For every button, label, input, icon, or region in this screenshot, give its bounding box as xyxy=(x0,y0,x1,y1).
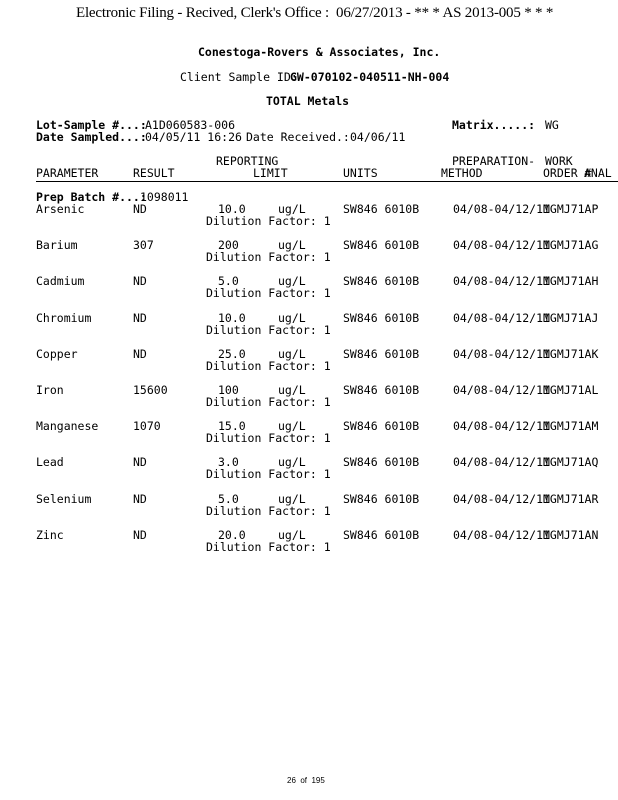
row-result: 15600 xyxy=(133,383,168,397)
row-work-order: MGMJ71AJ xyxy=(543,310,599,325)
row-parameter: Cadmium xyxy=(36,274,85,289)
row-prep-dates: 04/08-04/12/11 xyxy=(453,455,550,470)
row-units: ug/L xyxy=(278,310,306,325)
row-limit: 3.0 xyxy=(218,455,239,470)
col-units: UNITS xyxy=(343,166,378,180)
company-name: Conestoga-Rovers & Associates, Inc. xyxy=(198,45,441,59)
row-dilution-factor: Dilution Factor: 1 xyxy=(206,358,331,373)
row-result: ND xyxy=(133,202,147,216)
row-limit: 15.0 xyxy=(218,419,246,434)
lot-sample-label: Lot-Sample #...: xyxy=(36,118,147,132)
row-parameter: Selenium xyxy=(36,491,92,506)
row-parameter: Manganese xyxy=(36,419,99,434)
row-prep-dates: 04/08-04/12/11 xyxy=(453,202,550,216)
row-units: ug/L xyxy=(278,202,306,216)
row-units: ug/L xyxy=(278,527,306,542)
row-units: ug/L xyxy=(278,419,306,434)
date-sampled-value: 04/05/11 16:26 xyxy=(145,130,242,144)
report-title: TOTAL Metals xyxy=(266,94,350,108)
row-dilution-factor: Dilution Factor: 1 xyxy=(206,286,331,301)
matrix-value: WG xyxy=(545,118,559,132)
row-result: ND xyxy=(133,346,147,361)
row-result: ND xyxy=(133,455,147,470)
row-limit: 20.0 xyxy=(218,527,246,542)
row-method: SW846 6010B xyxy=(343,310,420,325)
row-dilution-factor: Dilution Factor: 1 xyxy=(206,322,331,337)
prep-batch-value: 1098011 xyxy=(140,190,189,204)
row-dilution-factor: Dilution Factor: 1 xyxy=(206,539,331,554)
row-work-order: MGMJ71AH xyxy=(543,274,599,289)
row-limit: 10.0 xyxy=(218,310,246,325)
col-result: RESULT xyxy=(133,166,175,180)
prep-batch-label: Prep Batch #...: xyxy=(36,190,147,204)
filing-header: Electronic Filing - Recived, Clerk's Office : 06/27/2013 - ** * AS 2013-005 * * * xyxy=(76,5,554,21)
row-prep-dates: 04/08-04/12/11 xyxy=(453,527,550,542)
client-sample-label: Client Sample ID: xyxy=(180,70,298,84)
col-preparation: PREPARATION- xyxy=(452,154,536,168)
row-result: 1070 xyxy=(133,419,161,434)
row-result: ND xyxy=(133,491,147,506)
date-sampled-label: Date Sampled...: xyxy=(36,130,147,144)
row-work-order: MGMJ71AM xyxy=(543,419,599,434)
row-work-order: MGMJ71AR xyxy=(543,491,599,506)
row-limit: 10.0 xyxy=(218,202,246,216)
row-parameter: Chromium xyxy=(36,310,92,325)
row-prep-dates: 04/08-04/12/11 xyxy=(453,383,550,397)
row-method: SW846 6010B xyxy=(343,419,420,434)
col-method: METHOD xyxy=(441,166,483,180)
row-method: SW846 6010B xyxy=(343,274,420,289)
row-prep-dates: 04/08-04/12/11 xyxy=(453,419,550,434)
row-work-order: MGMJ71AQ xyxy=(543,455,599,470)
row-work-order: MGMJ71AN xyxy=(543,527,599,542)
row-parameter: Zinc xyxy=(36,527,64,542)
row-parameter: Copper xyxy=(36,346,78,361)
row-units: ug/L xyxy=(278,383,306,397)
row-parameter: Iron xyxy=(36,383,64,397)
row-dilution-factor: Dilution Factor: 1 xyxy=(206,250,331,265)
matrix-label: Matrix.....: xyxy=(452,118,536,132)
row-method: SW846 6010B xyxy=(343,527,420,542)
row-result: ND xyxy=(133,274,147,289)
row-method: SW846 6010B xyxy=(343,455,420,470)
col-work: WORK xyxy=(545,154,573,168)
row-work-order: MGMJ71AL xyxy=(543,383,599,397)
row-work-order: MGMJ71AP xyxy=(543,202,599,216)
col-parameter: PARAMETER xyxy=(36,166,99,180)
row-result: 307 xyxy=(133,238,154,253)
row-prep-dates: 04/08-04/12/11 xyxy=(453,274,550,289)
date-received-label: Date Received.: xyxy=(246,130,350,144)
client-sample-id: GW-070102-040511-NH-004 xyxy=(290,70,450,84)
row-method: SW846 6010B xyxy=(343,491,420,506)
row-result: ND xyxy=(133,310,147,325)
row-prep-dates: 04/08-04/12/11 xyxy=(453,346,550,361)
row-limit: 100 xyxy=(218,383,239,397)
lot-sample-value: A1D060583-006 xyxy=(145,118,236,132)
row-limit: 5.0 xyxy=(218,274,239,289)
row-prep-dates: 04/08-04/12/11 xyxy=(453,238,550,253)
row-prep-dates: 04/08-04/12/11 xyxy=(453,491,550,506)
row-units: ug/L xyxy=(278,491,306,506)
row-units: ug/L xyxy=(278,346,306,361)
row-limit: 200 xyxy=(218,238,239,253)
row-method: SW846 6010B xyxy=(343,202,420,216)
row-parameter: Barium xyxy=(36,238,78,253)
row-parameter: Arsenic xyxy=(36,202,85,216)
col-order: ORDER # xyxy=(543,166,592,180)
row-work-order: MGMJ71AG xyxy=(543,238,599,253)
row-units: ug/L xyxy=(278,455,306,470)
row-dilution-factor: Dilution Factor: 1 xyxy=(206,214,331,228)
row-method: SW846 6010B xyxy=(343,346,420,361)
row-limit: 5.0 xyxy=(218,491,239,506)
row-dilution-factor: Dilution Factor: 1 xyxy=(206,467,331,482)
col-anal: ANAL xyxy=(584,166,612,180)
row-prep-dates: 04/08-04/12/11 xyxy=(453,310,550,325)
row-dilution-factor: Dilution Factor: 1 xyxy=(206,431,331,446)
row-dilution-factor: Dilution Factor: 1 xyxy=(206,395,331,409)
row-limit: 25.0 xyxy=(218,346,246,361)
row-units: ug/L xyxy=(278,238,306,253)
col-limit: LIMIT xyxy=(253,166,288,180)
row-method: SW846 6010B xyxy=(343,383,420,397)
row-dilution-factor: Dilution Factor: 1 xyxy=(206,503,331,518)
row-result: ND xyxy=(133,527,147,542)
page-footer: 26 of 195 xyxy=(287,776,325,785)
row-method: SW846 6010B xyxy=(343,238,420,253)
date-received-value: 04/06/11 xyxy=(350,130,406,144)
row-units: ug/L xyxy=(278,274,306,289)
row-parameter: Lead xyxy=(36,455,64,470)
header-underline xyxy=(36,181,618,182)
row-work-order: MGMJ71AK xyxy=(543,346,599,361)
col-reporting: REPORTING xyxy=(216,154,279,168)
